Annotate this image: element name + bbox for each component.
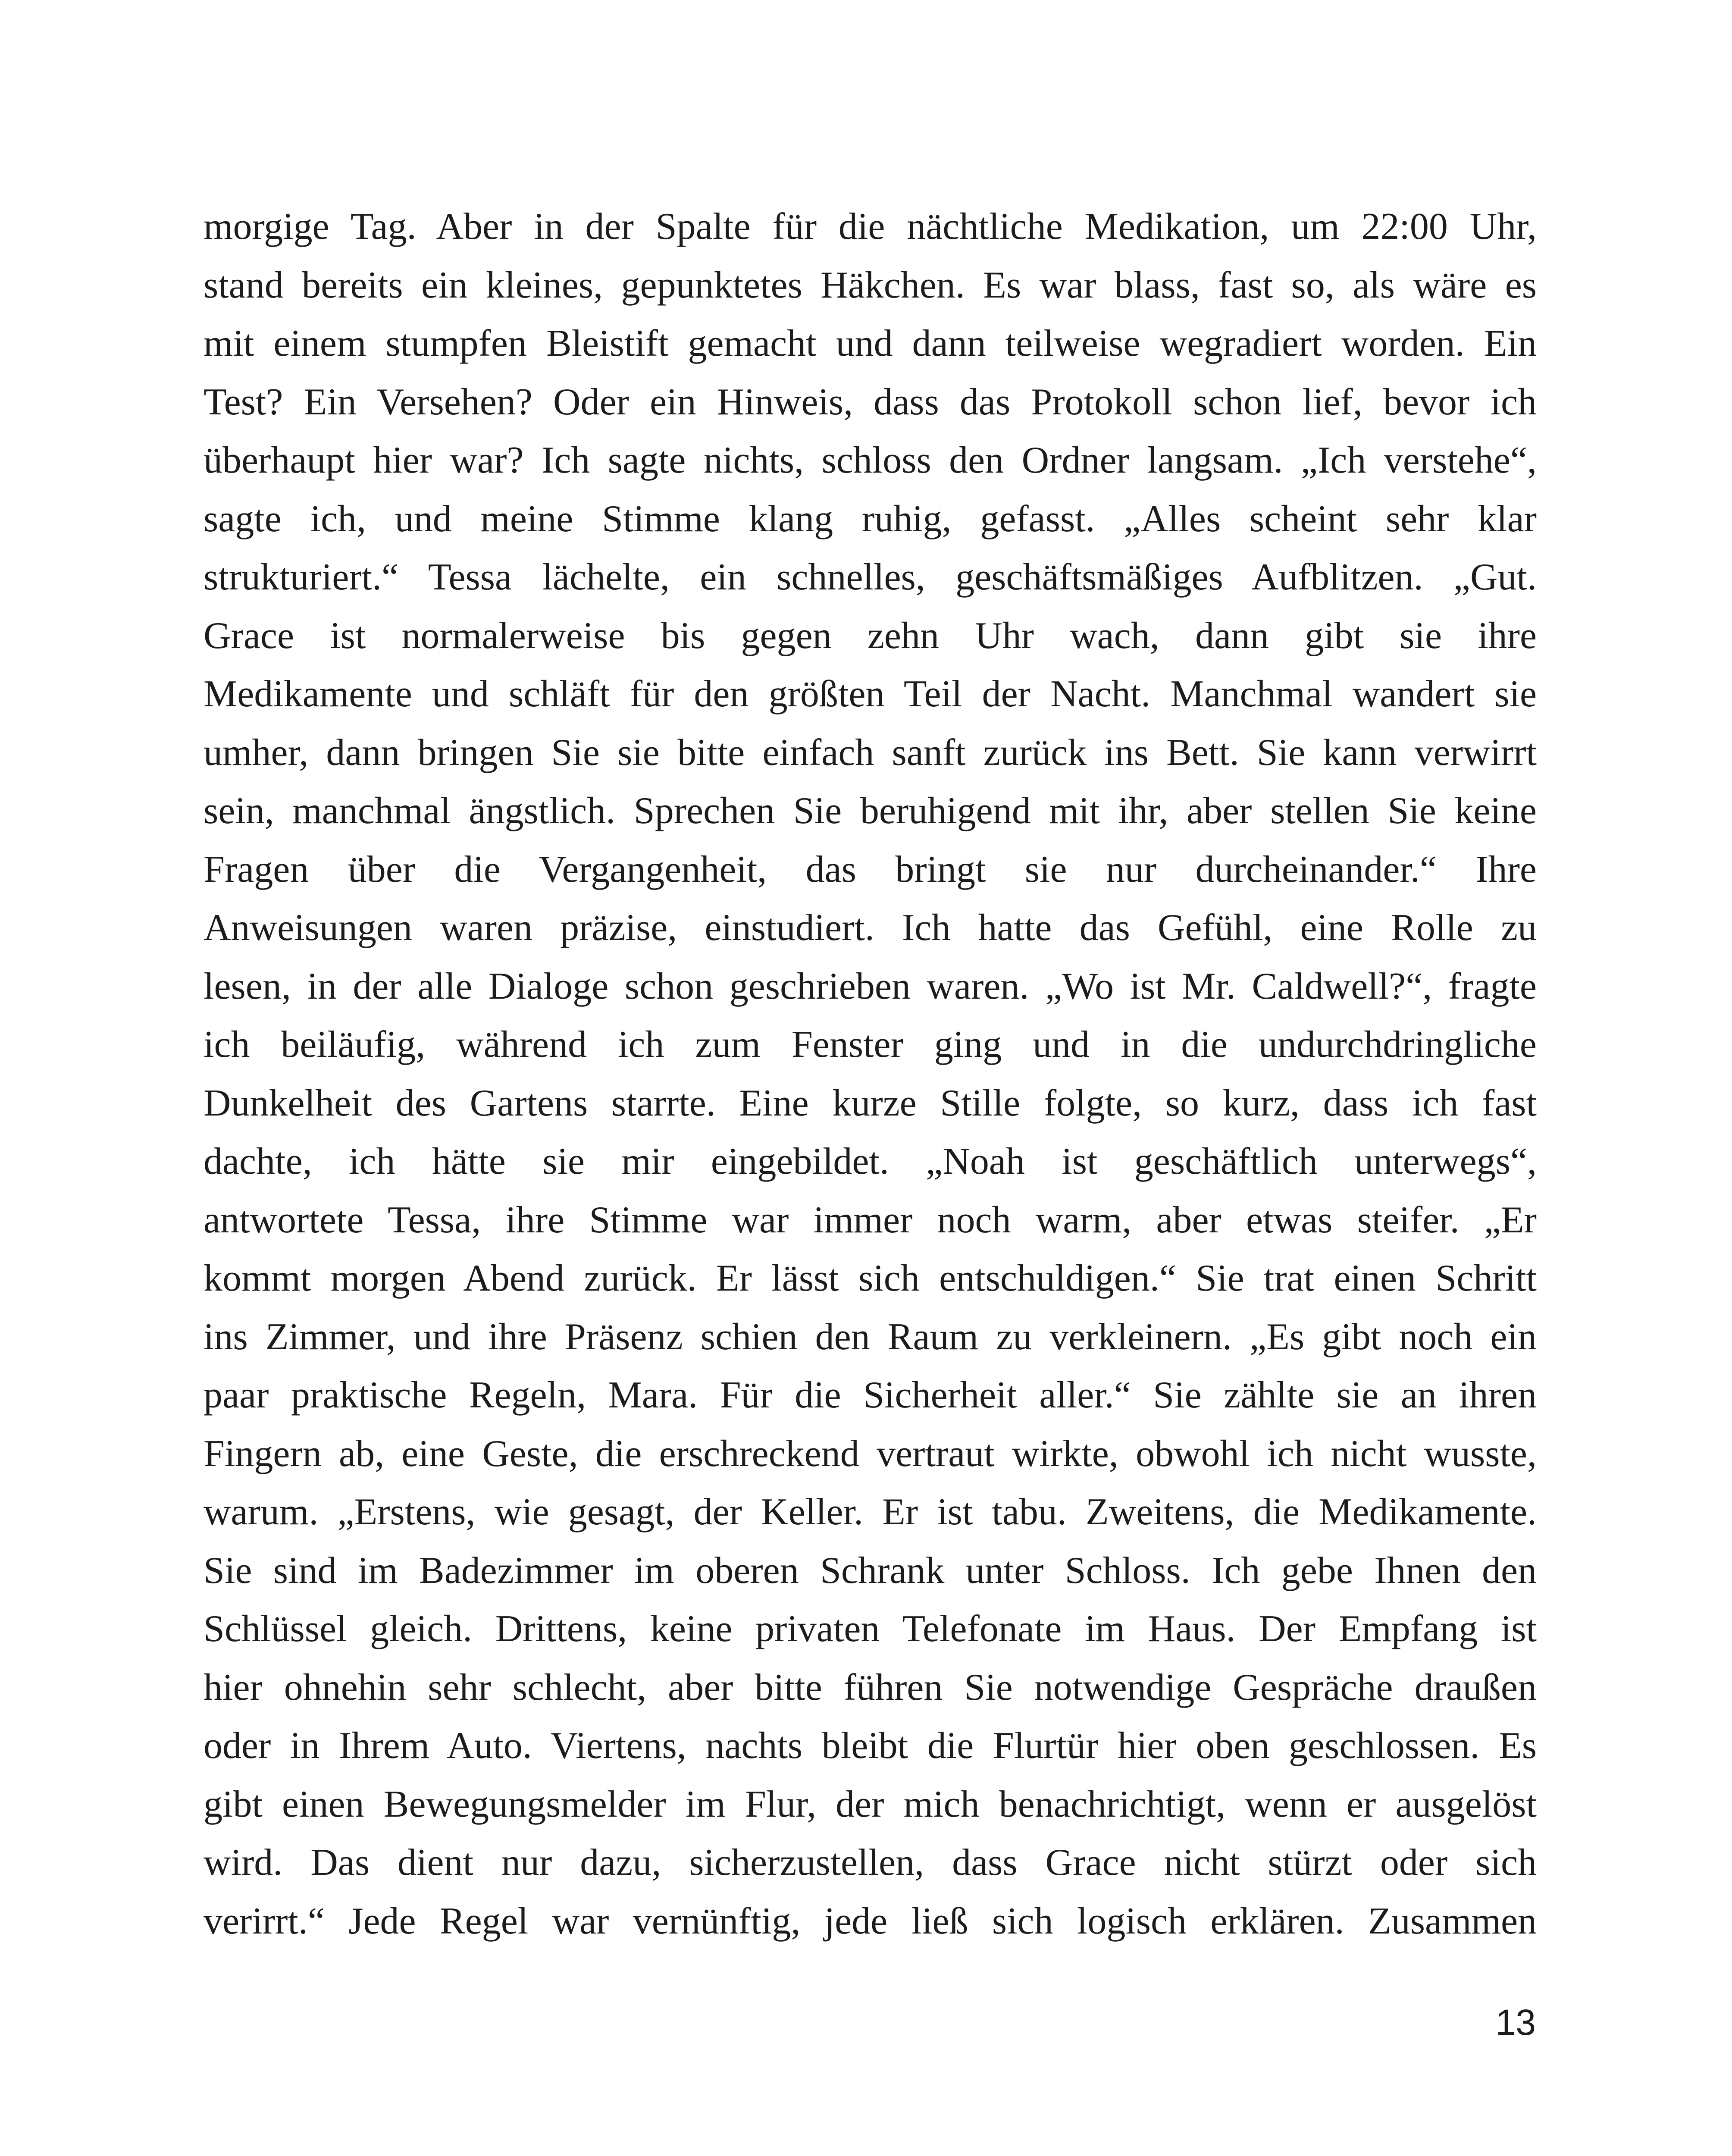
text-line: oder in Ihrem Auto. Viertens, nachts bleibt die Flurtür hier oben geschlossen. Es	[204, 1725, 1537, 1767]
text-line: dachte, ich hätte sie mir eingebildet. „Noah ist geschäftlich unterwegs“,	[204, 1141, 1537, 1182]
text-line: gibt einen Bewegungsmelder im Flur, der mich benachrichtigt, wenn er ausgelöst	[204, 1783, 1537, 1825]
text-line: sein, manchmal ängstlich. Sprechen Sie beruhigend mit ihr, aber stellen Sie keine	[204, 790, 1537, 832]
body-paragraph	[204, 197, 1537, 1950]
text-line: ins Zimmer, und ihre Präsenz schien den Raum zu verkleinern. „Es gibt noch ein	[204, 1316, 1537, 1358]
text-line: wird. Das dient nur dazu, sicherzustellen, dass Grace nicht stürzt oder sich	[204, 1842, 1537, 1883]
text-line: Fingern ab, eine Geste, die erschreckend vertraut wirkte, obwohl ich nicht wusste,	[204, 1432, 1537, 1475]
text-line: überhaupt hier war? Ich sagte nichts, schloss den Ordner langsam. „Ich verstehe“,	[204, 439, 1537, 481]
text-line: Dunkelheit des Gartens starrte. Eine kurze Stille folgte, so kurz, dass ich fast	[204, 1082, 1537, 1124]
text-line: umher, dann bringen Sie sie bitte einfach sanft zurück ins Bett. Sie kann verwirrt	[204, 731, 1537, 774]
text-line: Grace ist normalerweise bis gegen zehn Uhr wach, dann gibt sie ihre	[204, 614, 1537, 657]
text-line: Schlüssel gleich. Drittens, keine privaten Telefonate im Haus. Der Empfang ist	[204, 1608, 1537, 1650]
text-line: paar praktische Regeln, Mara. Für die Sicherheit aller.“ Sie zählte sie an ihren	[204, 1374, 1537, 1416]
text-line: warum. „Erstens, wie gesagt, der Keller. Er ist tabu. Zweitens, die Medikamente.	[204, 1491, 1537, 1533]
text-line: Anweisungen waren präzise, einstudiert. Ich hatte das Gefühl, eine Rolle zu	[204, 907, 1537, 949]
text-line: hier ohnehin sehr schlecht, aber bitte führen Sie notwendige Gespräche draußen	[204, 1666, 1537, 1708]
text-line: Sie sind im Badezimmer im oberen Schrank unter Schloss. Ich gebe Ihnen den	[204, 1549, 1537, 1592]
text-line: Fragen über die Vergangenheit, das bringt sie nur durcheinander.“ Ihre	[204, 848, 1537, 890]
text-line: mit einem stumpfen Bleistift gemacht und dann teilweise wegradiert worden. Ein	[204, 323, 1537, 364]
text-line: strukturiert.“ Tessa lächelte, ein schnelles, geschäftsmäßiges Aufblitzen. „Gut.	[204, 556, 1537, 598]
text-line: morgige Tag. Aber in der Spalte für die nächtliche Medikation, um 22:00 Uhr,	[204, 206, 1537, 248]
text-line: verirrt.“ Jede Regel war vernünftig, jede ließ sich logisch erklären. Zusammen	[204, 1900, 1537, 1942]
text-line: kommt morgen Abend zurück. Er lässt sich entschuldigen.“ Sie trat einen Schritt	[204, 1257, 1537, 1299]
text-line: sagte ich, und meine Stimme klang ruhig, gefasst. „Alles scheint sehr klar	[204, 498, 1537, 540]
text-line: Medikamente und schläft für den größten Teil der Nacht. Manchmal wandert sie	[204, 673, 1537, 715]
text-line: ich beiläufig, während ich zum Fenster ging und in die undurchdringliche	[204, 1024, 1537, 1065]
text-line: lesen, in der alle Dialoge schon geschrieben waren. „Wo ist Mr. Caldwell?“, fragte	[204, 965, 1537, 1007]
text-line: antwortete Tessa, ihre Stimme war immer noch warm, aber etwas steifer. „Er	[204, 1199, 1537, 1241]
page-number: 13	[1495, 2002, 1536, 2043]
text-line: Test? Ein Versehen? Oder ein Hinweis, dass das Protokoll schon lief, bevor ich	[204, 381, 1537, 423]
text-line: stand bereits ein kleines, gepunktetes Häkchen. Es war blass, fast so, als wäre es	[204, 264, 1537, 306]
